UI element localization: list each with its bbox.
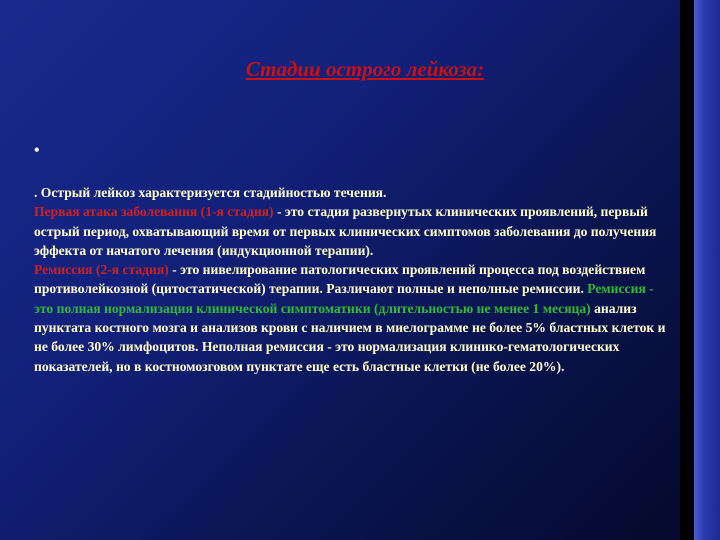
slide-body	[34, 183, 674, 376]
closing-text: анализ пунктата костного мозга и анализов крови с наличием в миелограмме не более 5% бластных клеток и не более 30% лимфоцитов. Неполная ремиссия - это нормализация клинико-гематологических показателей, но в костномозговом пунктате еще есть бластные клетки (не более 20%).	[34, 300, 666, 374]
full-remission-text: Ремиссия - это полная нормализация клинической симптоматики (длительностью не менее 1 месяца)	[34, 281, 654, 316]
slide-title: Стадии острого лейкоза:	[245, 57, 485, 81]
stage2-text: - это нивелирование патологических проявлений процесса под воздействием противолейкозной (цитостатической) терапии. Различают полные и неполные ремиссии.	[34, 262, 646, 297]
stage1-text: - это стадия развернутых клинических проявлений, первый острый период, охватывающий время от первых клинических симптомов заболевания до получения эффекта от начатого лечения (индукционной терапии).	[34, 204, 657, 258]
stage1-label: Первая атака заболевания (1-я стадия)	[34, 204, 274, 220]
stage2-label: Ремиссия (2-я стадия)	[34, 262, 169, 278]
bullet-point: •	[34, 142, 40, 159]
intro-text: . Острый лейкоз характеризуется стадийностью течения.	[34, 185, 387, 200]
